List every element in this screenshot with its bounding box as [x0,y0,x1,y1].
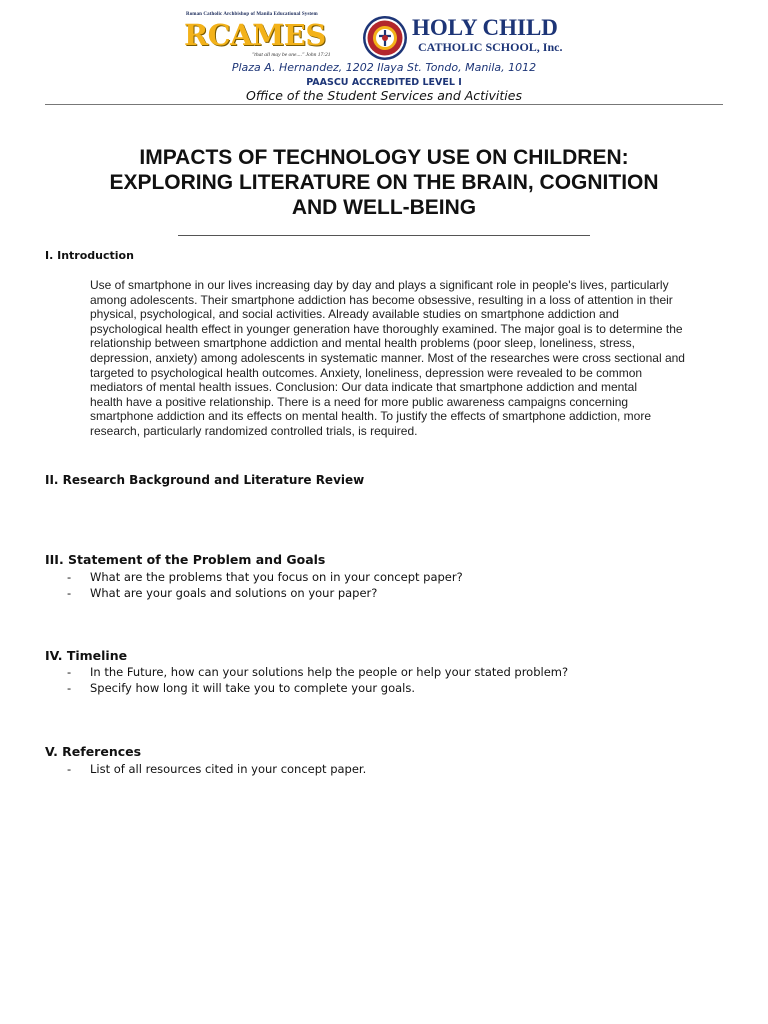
introduction-paragraph [90,278,722,439]
section-heading-timeline: IV. Timeline [45,648,128,663]
problem-list [45,569,463,601]
paragraph-line: among adolescents. Their smartphone addiction has become obsessive, resulting in a loss of attention in their [90,292,673,307]
timeline-list [45,664,568,696]
title-line: AND WELL-BEING [291,196,477,219]
dash-bullet: - [67,681,72,695]
section-heading-references: V. References [45,744,142,759]
title-divider [178,235,590,236]
paragraph-line: physical, psychological, and social activities. Already available studies on smartphone addiction and [90,307,619,322]
paragraph-line: psychological health effect in younger generation have thoroughly examined. The major goal is to determine the [90,321,683,336]
section-heading-problem: III. Statement of the Problem and Goals [45,552,326,567]
paragraph-line: health have a positive relationship. There is a need for more public awareness campaigns concerning [90,394,629,409]
dash-bullet: - [67,665,72,679]
office-name: Office of the Student Services and Activities [246,88,522,103]
dash-bullet: - [67,586,72,600]
references-list [45,761,366,777]
list-item: - Specify how long it will take you to complete your goals. [67,681,415,695]
section-heading-background: II. Research Background and Literature Review [45,473,365,487]
rcames-motto: "that all may be one...." John 17:21 [252,52,331,58]
paragraph-line: smartphone addiction and its effects on mental health. To justify the effects of smartphone addiction, more [90,409,651,424]
title-line: IMPACTS OF TECHNOLOGY USE ON CHILDREN: [139,146,629,169]
dash-bullet: - [67,570,72,584]
paragraph-line: Use of smartphone in our lives increasing day by day and plays a significant role in people's lives, particularly [90,278,669,292]
rcames-logo-text: RCAMES [184,18,326,52]
school-address: Plaza A. Hernandez, 1202 Ilaya St. Tondo, Manila, 1012 [231,61,537,74]
letterhead-divider [45,104,723,105]
dash-bullet: - [67,762,72,776]
title-line: EXPLORING LITERATURE ON THE BRAIN, COGNITION [109,171,659,194]
accreditation-line: PAASCU ACCREDITED LEVEL I [306,77,462,88]
paragraph-line: targeted to psychological health outcomes. Anxiety, loneliness, depression were revealed to be common [90,365,643,380]
rcames-tagline: Roman Catholic Archbishop of Manila Educational System [186,12,318,17]
list-item: - What are the problems that you focus on in your concept paper? [67,570,463,584]
list-item: - In the Future, how can your solutions help the people or help your stated problem? [67,665,569,679]
document-title [40,145,728,220]
paragraph-line: research, particularly randomized controlled trials, is required. [90,423,418,438]
school-seal-icon [362,15,408,61]
paragraph-line: mediators of mental health issues. Conclusion: Our data indicate that smartphone addiction and mental [90,380,637,395]
paragraph-line: depression, anxiety) among adolescents in systematic manner. Most of the researches were cross sectional and [90,350,685,365]
school-subtitle: CATHOLIC SCHOOL, Inc. [418,40,563,54]
list-item: - List of all resources cited in your concept paper. [67,762,367,776]
section-heading-introduction: I. Introduction [45,249,134,262]
school-name: HOLY CHILD [412,15,558,40]
paragraph-line: relationship between smartphone addiction and mental health problems (poor sleep, loneliness, stress, [90,336,635,351]
list-item: - What are your goals and solutions on your paper? [67,586,378,600]
